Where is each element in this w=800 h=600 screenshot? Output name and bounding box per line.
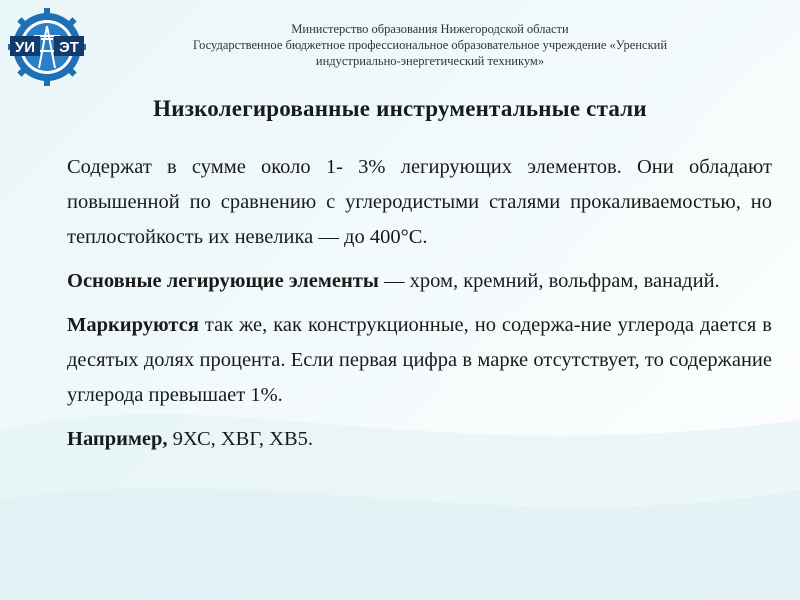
paragraph-marking <box>67 308 772 413</box>
header-institution <box>100 21 760 69</box>
example-text: 9ХС, ХВГ, ХВ5. <box>167 428 313 450</box>
alloying-elements-heading: Основные легирующие элементы <box>67 270 379 292</box>
slide-content <box>67 150 772 466</box>
logo-letters-left: УИ <box>14 39 36 56</box>
logo-letters-right: ЭТ <box>59 39 79 56</box>
paragraph-example <box>67 422 772 457</box>
marking-heading: Маркируются <box>67 314 199 336</box>
paragraph-properties <box>67 150 772 255</box>
header-institution-line2: индустриально-энергетический техникум» <box>315 54 545 68</box>
marking-text: так же, как конструкционные, но содержа-ние углерода дается в десятых долях процента. Если первая цифра в марке отсутствует, то содержание углерода превышает 1%. <box>67 314 772 406</box>
paragraph-alloying-elements <box>67 264 772 299</box>
paragraph-properties-text: Содержат в сумме около 1- 3% легирующих элементов. Они обладают повышенной по сравнению с углеродистыми сталями прокаливаемостью, но теплостойкость их невелика — до 400°С. <box>67 156 772 248</box>
institution-logo <box>6 6 88 88</box>
header-ministry: Министерство образования Нижегородской области <box>291 22 569 36</box>
alloying-elements-text: — хром, кремний, вольфрам, ванадий. <box>378 270 720 292</box>
slide-title: Низколегированные инструментальные стали <box>153 96 647 121</box>
header-institution-line1: Государственное бюджетное профессиональное образовательное учреждение «Уренский <box>192 38 668 52</box>
example-heading: Например, <box>67 428 168 450</box>
